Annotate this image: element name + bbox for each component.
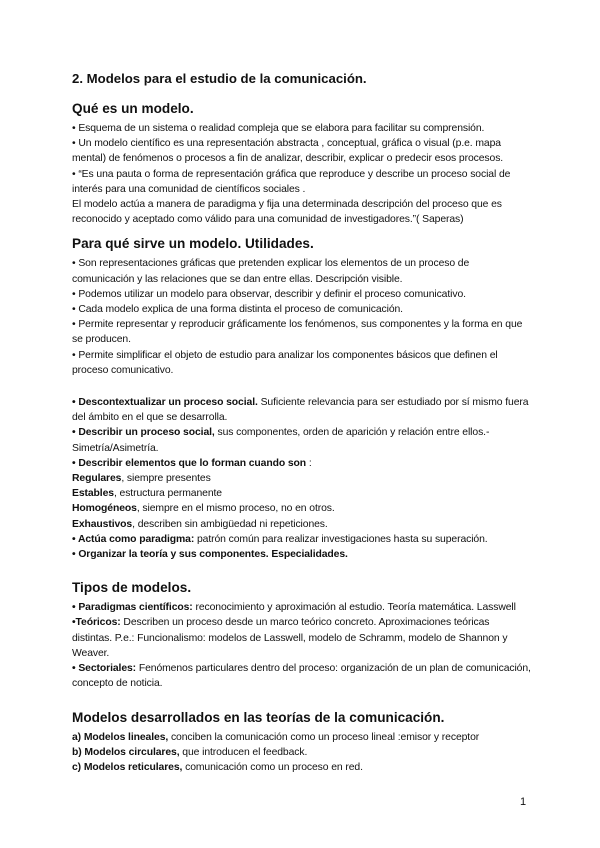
term-description: sus componentes, orden de aparición y relación entre ellos.-Simetría/Asimetría. — [72, 427, 490, 454]
section-heading-tipos: Tipos de modelos. — [72, 580, 192, 596]
term-description: comunicación como un proceso en red. — [182, 761, 363, 773]
paragraph: • Esquema de un sistema o realidad compleja que se elabora para facilitar su comprensión. — [72, 123, 485, 134]
bold-term: • Paradigmas científicos: — [72, 602, 193, 614]
term-description: Describen un proceso desde un marco teórico concreto. Aproximaciones teóricas distintas. P.e.: Funcionalismo: modelos de Lasswell, modelo de Schramm, modelo de Shannon y Weaver. — [72, 617, 508, 659]
term-description: , estructura permanente — [113, 488, 222, 500]
paragraph — [72, 486, 532, 501]
paragraph: • Permite representar y reproducir gráficamente los fenómenos, sus componentes y la forma en que se producen. — [72, 319, 523, 346]
bold-term: • Descontextualizar un proceso social. — [72, 397, 258, 409]
bold-term: • Organizar la teoría y sus componentes. Especialidades. — [72, 549, 348, 561]
bold-term: •Teóricos: — [72, 617, 121, 629]
paragraph — [72, 760, 532, 775]
paragraph — [72, 395, 532, 425]
bold-term: a) Modelos lineales, — [72, 731, 169, 743]
document-title: 2. Modelos para el estudio de la comunicación. — [72, 71, 367, 86]
section-heading-que-es: Qué es un modelo. — [72, 101, 194, 116]
paragraph: El modelo actúa a manera de paradigma y fija una determinada descripción del proceso que es reconocido y aceptado como válido para una comunidad de investigadores.”( Saperas) — [72, 199, 502, 226]
section-heading-modelos-desarrollados: Modelos desarrollados en las teorías de la comunicación. — [72, 709, 445, 725]
term-description: , describen sin ambigüedad ni repeticiones. — [132, 518, 328, 530]
bold-term: Homogéneos — [72, 503, 137, 515]
paragraph — [72, 425, 532, 455]
page-number: 1 — [520, 796, 527, 808]
term-description: : — [306, 457, 312, 469]
paragraph: • Un modelo científico es una representación abstracta , conceptual, gráfica o visual (p.e. mapa mental) de fenómenos o procesos a fin de analizar, describir, explicar o predecir esos procesos. — [72, 138, 504, 165]
section-heading-para-que: Para qué sirve un modelo. Utilidades. — [72, 236, 314, 252]
paragraph — [72, 471, 532, 486]
term-description: conciben la comunicación como un proceso lineal :emisor y receptor — [168, 731, 480, 743]
bold-term: • Sectoriales: — [72, 663, 137, 675]
term-description: , siempre en el mismo proceso, no en otros. — [136, 503, 335, 515]
paragraph — [72, 661, 532, 691]
paragraph — [72, 456, 532, 471]
bold-term: • Describir un proceso social, — [72, 427, 215, 439]
bold-term: Exhaustivos — [72, 518, 133, 530]
paragraph — [72, 532, 532, 547]
paragraph: • Son representaciones gráficas que pretenden explicar los elementos de un proceso de comunicación y las relaciones que se dan entre ellas. Descripción visible. — [72, 258, 470, 285]
bold-term: • Describir elementos que lo forman cuando son — [72, 457, 307, 469]
paragraph: • Podemos utilizar un modelo para observar, describir y definir el proceso comunicativo. — [72, 288, 466, 300]
paragraph — [72, 745, 532, 760]
paragraph: • Permite simplificar el objeto de estudio para analizar los componentes básicos que definen el proceso comunicativo. — [72, 349, 498, 376]
term-description: reconocimiento y aproximación al estudio. Teoría matemática. Lasswell — [192, 602, 516, 614]
term-description: Fenómenos particulares dentro del proceso: organización de un plan de comunicación, concepto de noticia. — [72, 663, 531, 690]
paragraph — [72, 730, 532, 745]
bold-term: • Actúa como paradigma: — [72, 533, 195, 545]
paragraph: • “Es una pauta o forma de representación gráfica que reproduce y describe un proceso social de interés para una comunidad de científicos sociales . — [72, 168, 511, 195]
paragraph — [72, 600, 532, 615]
bold-term: Regulares — [72, 473, 122, 485]
bold-term: c) Modelos reticulares, — [72, 761, 183, 773]
paragraph — [72, 615, 532, 661]
bold-term: b) Modelos circulares, — [72, 746, 180, 758]
paragraph — [72, 517, 532, 532]
bold-term: Estables — [72, 488, 114, 500]
term-description: , siempre presentes — [121, 473, 211, 485]
term-description: que introducen el feedback. — [179, 746, 308, 758]
term-description: Suficiente relevancia para ser estudiado por sí mismo fuera del ámbito en el que se desarrolla. — [72, 397, 529, 424]
term-description: patrón común para realizar investigaciones hasta su superación. — [194, 533, 488, 545]
paragraph — [72, 547, 532, 562]
document-page — [72, 70, 532, 775]
paragraph — [72, 501, 532, 516]
paragraph: • Cada modelo explica de una forma distinta el proceso de comunicación. — [72, 304, 403, 316]
